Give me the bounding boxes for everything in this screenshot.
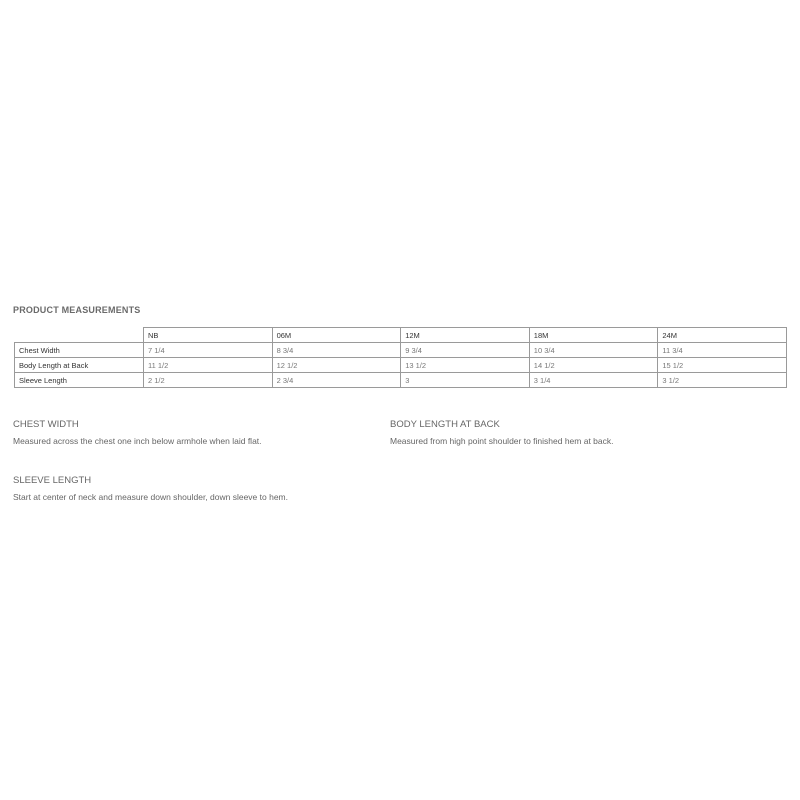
body-length-heading: BODY LENGTH AT BACK <box>390 419 500 430</box>
column-header: 24M <box>658 328 787 343</box>
sleeve-length-description: Start at center of neck and measure down shoulder, down sleeve to hem. <box>13 492 288 502</box>
table-header-row <box>15 328 787 343</box>
row-label: Chest Width <box>15 343 144 358</box>
table-cell: 3 1/2 <box>658 373 787 388</box>
table-cell: 13 1/2 <box>401 358 530 373</box>
table-cell: 12 1/2 <box>272 358 401 373</box>
table-cell: 2 3/4 <box>272 373 401 388</box>
table-cell: 2 1/2 <box>144 373 273 388</box>
column-header: 18M <box>529 328 658 343</box>
chest-width-heading: CHEST WIDTH <box>13 419 79 430</box>
table-cell: 15 1/2 <box>658 358 787 373</box>
table-cell: 8 3/4 <box>272 343 401 358</box>
row-label: Sleeve Length <box>15 373 144 388</box>
body-length-description: Measured from high point shoulder to finished hem at back. <box>390 436 614 446</box>
measurements-table <box>14 327 787 388</box>
sleeve-length-heading: SLEEVE LENGTH <box>13 475 92 486</box>
column-header: 12M <box>401 328 530 343</box>
section-title: PRODUCT MEASUREMENTS <box>13 305 141 315</box>
table-cell: 11 1/2 <box>144 358 273 373</box>
table-cell: 7 1/4 <box>144 343 273 358</box>
table-cell: 11 3/4 <box>658 343 787 358</box>
chest-width-description: Measured across the chest one inch below armhole when laid flat. <box>13 436 262 446</box>
table-row <box>15 358 787 373</box>
table-cell: 14 1/2 <box>529 358 658 373</box>
table-cell: 9 3/4 <box>401 343 530 358</box>
table-corner-cell <box>15 328 144 343</box>
table-cell: 3 <box>401 373 530 388</box>
table-cell: 3 1/4 <box>529 373 658 388</box>
column-header: NB <box>144 328 273 343</box>
table-row <box>15 343 787 358</box>
row-label: Body Length at Back <box>15 358 144 373</box>
column-header: 06M <box>272 328 401 343</box>
table-row <box>15 373 787 388</box>
table-cell: 10 3/4 <box>529 343 658 358</box>
